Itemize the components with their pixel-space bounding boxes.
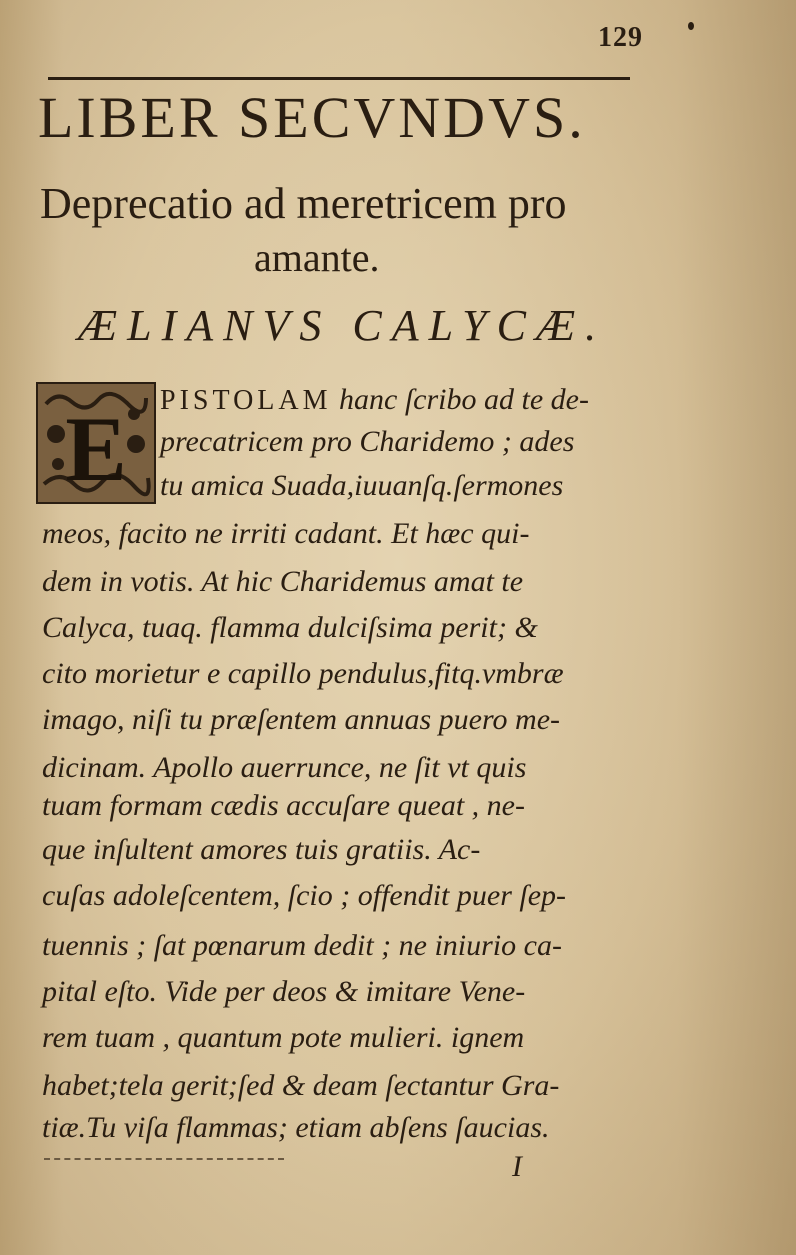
line-text: cuſas adoleſcentem, ſcio ; offendit puer ſep- [42, 879, 567, 912]
text-line [42, 1018, 524, 1058]
letter-heading: ÆLIANVS CALYCÆ. [78, 301, 607, 350]
running-title: LIBER SECVNDVS. [38, 85, 586, 150]
text-line [42, 562, 523, 602]
text-line [42, 700, 560, 740]
decorated-initial [36, 382, 156, 504]
line-text: imago, niſi tu præſentem annuas puero me- [42, 703, 561, 736]
small-caps-word: PISTOLAM [160, 385, 332, 416]
line-text: hanc ſcribo ad te de- [331, 383, 589, 416]
line-text: precatricem pro Charidemo ; ades [160, 425, 575, 458]
line-text: tu amica Suada,iuuanſq.ſermones [160, 469, 564, 502]
line-text: tiæ.Tu viſa flammas; etiam abſens ſaucias. [42, 1111, 550, 1144]
line-text: tuennis ; ſat pœnarum dedit ; ne iniurio ca- [42, 929, 562, 962]
text-line [160, 422, 574, 462]
ornament-initial-icon [38, 384, 154, 502]
line-text: dicinam. Apollo auerrunce, ne ſit vt quis [42, 751, 527, 784]
line-text: cito morietur e capillo pendulus,fitq.vmbræ [42, 657, 564, 690]
text-line [42, 876, 566, 916]
ink-spot [688, 22, 694, 30]
text-line [42, 748, 526, 788]
footer-rule [44, 1158, 284, 1160]
text-line [42, 514, 529, 554]
text-line [42, 786, 525, 826]
text-line [42, 1066, 559, 1106]
line-text: habet;tela gerit;ſed & deam ſectantur Gra- [42, 1069, 560, 1102]
header-rule [48, 77, 630, 80]
line-text: rem tuam , quantum pote mulieri. ignem [42, 1021, 525, 1054]
line-text: Calyca, tuaq. flamma dulciſsima perit; & [42, 611, 538, 644]
text-line [42, 830, 480, 870]
text-line [42, 1108, 550, 1148]
text-line [160, 466, 563, 506]
text-line [42, 972, 525, 1012]
text-line [42, 926, 562, 966]
line-text: tuam formam cædis accuſare queat , ne- [42, 789, 525, 822]
text-line [42, 608, 538, 648]
chapter-title-line-2: amante. [254, 235, 380, 280]
line-text: que inſultent amores tuis gratiis. Ac- [42, 833, 481, 866]
svg-text:E: E [65, 398, 127, 500]
text-line [42, 654, 564, 694]
line-text: meos, facito ne irriti cadant. Et hæc qui- [42, 517, 530, 550]
page-number: 129 [598, 22, 643, 53]
line-text: dem in votis. At hic Charidemus amat te [42, 565, 524, 598]
catchword: I [512, 1150, 522, 1183]
line-text: pital eſto. Vide per deos & imitare Vene- [42, 975, 526, 1008]
chapter-title-line-1: Deprecatio ad meretricem pro [40, 179, 567, 228]
text-line [160, 380, 589, 420]
